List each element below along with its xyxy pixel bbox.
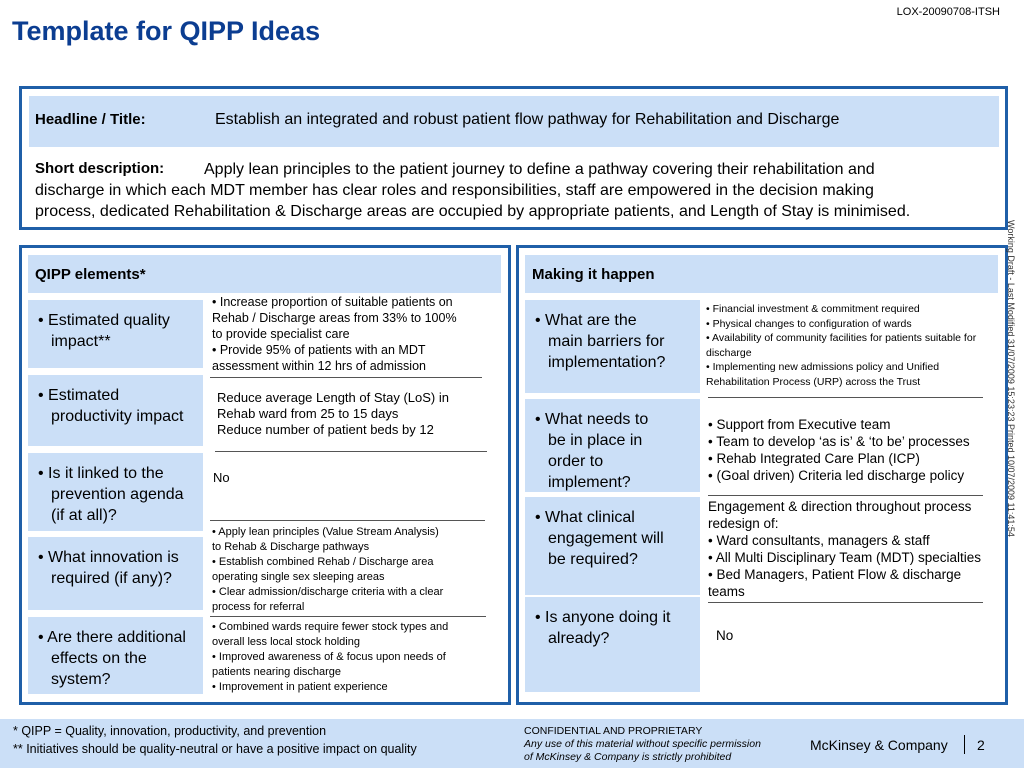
short-description-line-2: discharge in which each MDT member has clear roles and responsibilities, staff are empowered in the decision making [35, 182, 874, 199]
draft-timestamp-note: Working Draft - Last Modified 31/07/2009 15:23:23 Printed 10/07/2009 11:41:54 [1006, 220, 1016, 537]
making-answer-in-place: • Support from Executive team • Team to develop ‘as is’ & ‘to be’ processes • Rehab Integrated Care Plan (ICP) • (Goal driven) Criteria led discharge policy [708, 417, 970, 483]
qipp-answer-effects: • Combined wards require fewer stock types and overall less local stock holding • Improved awareness of & focus upon needs of patients nearing discharge • Improvement in patient experience [212, 621, 449, 693]
qipp-answer-quality: • Increase proportion of suitable patients on Rehab / Discharge areas from 33% to 100% to provide specialist care • Provide 95% of patients with an MDT assessment within 12 hrs of admission [212, 295, 457, 373]
qipp-question-innovation: • What innovation is required (if any)? [28, 537, 203, 610]
short-description-label: Short description: [35, 160, 165, 177]
short-description-line-1: Apply lean principles to the patient journey to define a pathway covering their rehabilitation and [204, 161, 875, 178]
making-divider [708, 602, 983, 603]
making-it-happen-title: Making it happen [532, 266, 655, 283]
confidentiality-notice: CONFIDENTIAL AND PROPRIETARY Any use of this material without specific permission of McKinsey & Company is strictly prohibited [524, 725, 761, 763]
qipp-divider [210, 520, 485, 521]
making-question-anyone: • Is anyone doing it already? [525, 597, 700, 692]
short-description-line-3: process, dedicated Rehabilitation & Discharge areas are occupied by appropriate patients, and Length of Stay is minimised. [35, 203, 911, 220]
qipp-divider [210, 616, 486, 617]
qipp-answer-productivity: Reduce average Length of Stay (LoS) in Rehab ward from 25 to 15 days Reduce number of patient beds by 12 [217, 390, 449, 437]
headline-label: Headline / Title: [35, 111, 146, 128]
making-answer-clinical: Engagement & direction throughout process redesign of: • Ward consultants, managers & staff • All Multi Disciplinary Team (MDT) specialties • Bed Managers, Patient Flow & discharge teams [708, 499, 982, 599]
page-number: 2 [977, 737, 985, 753]
headline-value: Establish an integrated and robust patient flow pathway for Rehabilitation and Discharge [215, 111, 840, 128]
making-divider [708, 397, 983, 398]
qipp-divider [210, 377, 482, 378]
qipp-divider [215, 451, 487, 452]
qipp-question-productivity: • Estimated productivity impact [28, 375, 203, 446]
footnotes [13, 722, 417, 758]
company-name: McKinsey & Company [810, 737, 948, 753]
page-title: Template for QIPP Ideas [12, 16, 321, 46]
making-question-barriers: • What are the main barriers for implementation? [525, 300, 700, 393]
footer-separator [964, 735, 965, 754]
qipp-elements-title: QIPP elements* [35, 266, 146, 283]
making-answer-barriers: • Financial investment & commitment required • Physical changes to configuration of wards • Availability of community facilities for patients suitable for discharge • Implementing new admissions policy and Unified Rehabilitation Process (URP) across the Trust [706, 303, 977, 388]
qipp-question-prevention: • Is it linked to the prevention agenda (if at all)? [28, 453, 203, 531]
qipp-question-quality: • Estimated quality impact** [28, 300, 203, 368]
making-divider [708, 495, 983, 496]
making-question-in-place: • What needs to be in place in order to implement? [525, 399, 700, 492]
footnote-qipp: * QIPP = Quality, innovation, productivity, and prevention [13, 724, 327, 738]
making-question-clinical: • What clinical engagement will be required? [525, 497, 700, 595]
qipp-answer-prevention: No [213, 470, 230, 485]
qipp-question-effects: • Are there additional effects on the system? [28, 617, 203, 694]
qipp-answer-innovation: • Apply lean principles (Value Stream Analysis) to Rehab & Discharge pathways • Establish combined Rehab / Discharge area operating single sex sleeping areas • Clear admission/discharge criteria with a clear process for referral [212, 526, 444, 613]
document-code: LOX-20090708-ITSH [896, 6, 1000, 18]
making-answer-anyone: No [716, 628, 734, 643]
footnote-quality: ** Initiatives should be quality-neutral or have a positive impact on quality [13, 742, 417, 756]
